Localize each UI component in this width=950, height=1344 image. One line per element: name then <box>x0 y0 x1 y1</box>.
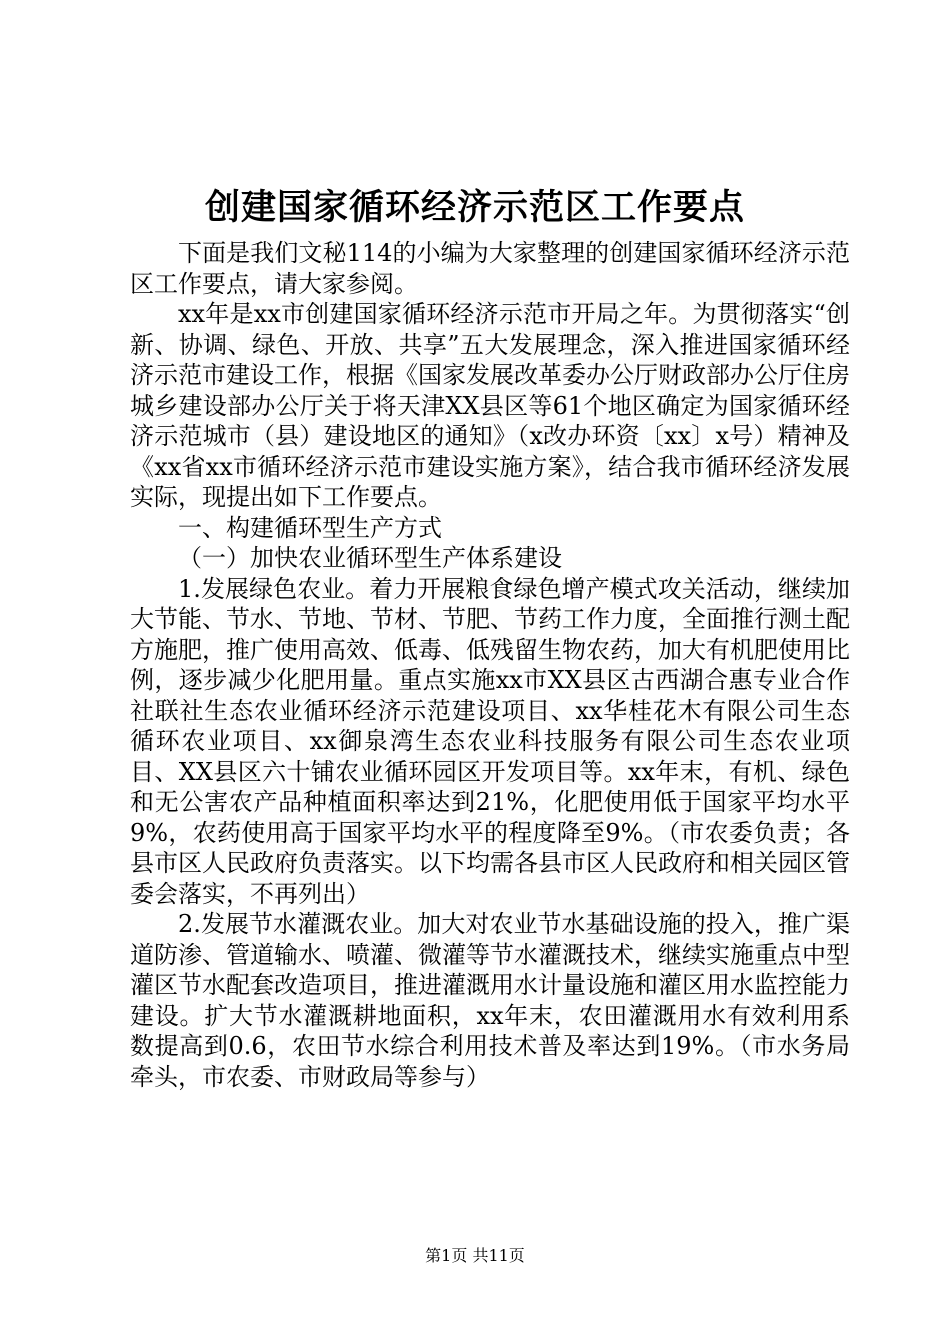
subsection-heading-1: （一）加快农业循环型生产体系建设 <box>178 544 562 572</box>
paragraph-water-saving-irrigation: 2.发展节水灌溉农业。加大对农业节水基础设施的投入，推广渠道防渗、管道输水、喷灌、微灌等节水灌溉技术，继续实施重点中型灌区节水配套改造项目，推进灌溉用水计量设施和灌区用水监控能力建设。扩大节水灌溉耕地面积，xx年末，农田灌溉用水有效利用系数提高到0.6，农田节水综合利用技术普及率达到19%。（市水务局牵头，市农委、市财政局等参与） <box>130 910 850 1091</box>
page-footer: 第1页 共11页 <box>425 1246 525 1265</box>
paragraph-background: xx年是xx市创建国家循环经济示范市开局之年。为贯彻落实“创新、协调、绿色、开放、共享”五大发展理念，深入推进国家循环经济示范市建设工作，根据《国家发展改革委办公厅财政部办公厅住房城乡建设部办公厅关于将天津XX县区等61个地区确定为国家循环经济示范城市（县）建设地区的通知》（x改办环资〔xx〕x号）精神及《xx省xx市循环经济示范市建设实施方案》，结合我市循环经济发展实际，现提出如下工作要点。 <box>130 300 850 511</box>
section-heading-1: 一、构建循环型生产方式 <box>178 513 442 542</box>
document-title: 创建国家循环经济示范区工作要点 <box>204 187 745 228</box>
paragraph-intro: 下面是我们文秘114的小编为大家整理的创建国家循环经济示范区工作要点，请大家参阅。 <box>130 239 850 298</box>
document-body <box>130 238 850 1092</box>
paragraph-green-agriculture: 1.发展绿色农业。着力开展粮食绿色增产模式攻关活动，继续加大节能、节水、节地、节材、节肥、节药工作力度，全面推行测土配方施肥，推广使用高效、低毒、低残留生物农药，加大有机肥使用比例，逐步减少化肥用量。重点实施xx市XX县区古西湖合惠专业合作社联社生态农业循环经济示范建设项目、xx华桂花木有限公司生态循环农业项目、xx御泉湾生态农业科技服务有限公司生态农业项目、XX县区六十铺农业循环园区开发项目等。xx年末，有机、绿色和无公害农产品种植面积率达到21%，化肥使用低于国家平均水平9%，农药使用高于国家平均水平的程度降至9%。（市农委负责；各县市区人民政府负责落实。以下均需各县市区人民政府和相关园区管委会落实，不再列出） <box>130 574 850 908</box>
